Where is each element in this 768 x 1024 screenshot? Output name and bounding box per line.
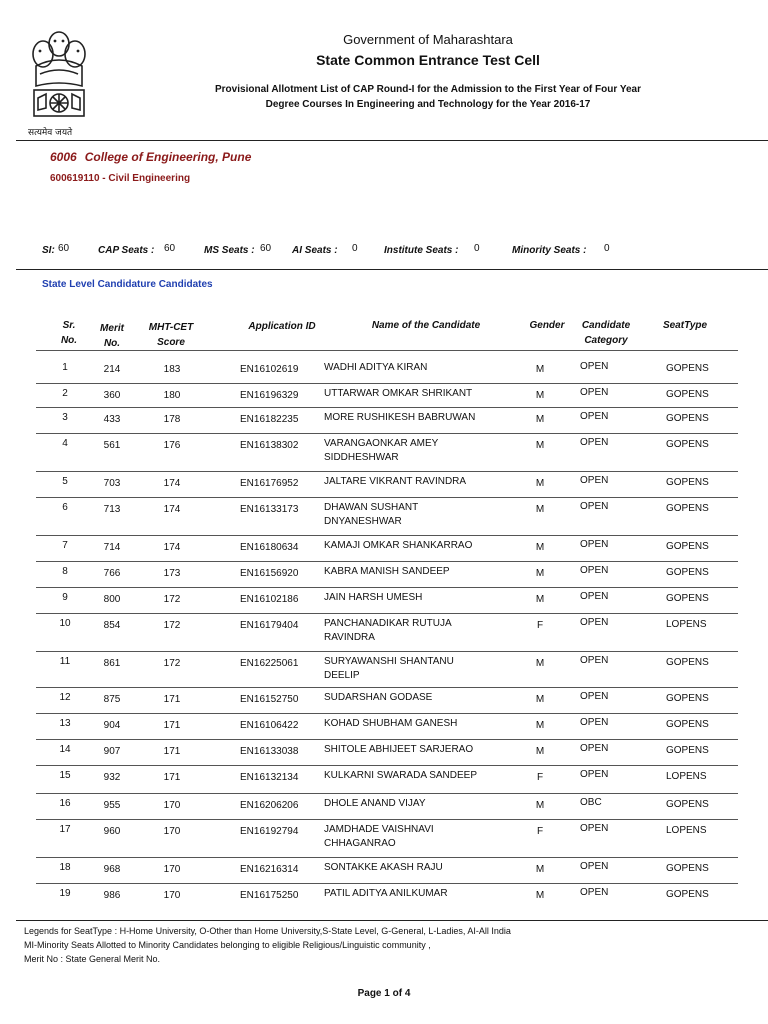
row-divider [36,587,738,588]
cell-app: EN16102186 [240,594,299,605]
cell-seat: GOPENS [666,889,709,900]
cell-sr: 12 [59,692,71,703]
row-divider [36,739,738,740]
cell-name2: DNYANESHWAR [324,516,402,527]
cell-merit: 360 [103,390,121,401]
cell-merit: 433 [103,414,121,425]
cell-app: EN16156920 [240,568,299,579]
col-header-sr-line1: Sr. [62,320,76,331]
cell-app: EN16133038 [240,746,299,757]
cell-name1: KOHAD SHUBHAM GANESH [324,718,458,729]
cell-cat: OPEN [580,591,609,602]
cell-sr: 17 [59,824,71,835]
cell-sr: 2 [62,388,68,399]
cell-score: 174 [163,478,181,489]
cell-cat: OPEN [580,361,609,372]
cell-sr: 5 [62,476,68,487]
header-divider [16,140,768,141]
row-divider [36,433,738,434]
seats-divider [16,269,768,270]
cell-app: EN16138302 [240,440,299,451]
footer-divider [16,920,768,921]
cell-score: 180 [163,390,181,401]
cell-gender: F [536,826,544,837]
cell-cat: OPEN [580,437,609,448]
cell-name1: PATIL ADITYA ANILKUMAR [324,888,448,899]
cell-app: EN16225061 [240,658,299,669]
cell-seat: GOPENS [666,389,709,400]
cell-sr: 16 [59,798,71,809]
cell-gender: M [535,542,545,553]
cell-sr: 9 [62,592,68,603]
cell-name2: CHHAGANRAO [324,838,396,849]
cell-name1: UTTARWAR OMKAR SHRIKANT [324,388,473,399]
cell-cat: OPEN [580,501,609,512]
cell-seat: GOPENS [666,693,709,704]
cell-sr: 4 [62,438,68,449]
cell-merit: 214 [103,364,121,375]
cell-gender: M [535,594,545,605]
cell-merit: 861 [103,658,121,669]
cell-app: EN16133173 [240,504,299,515]
cell-sr: 18 [59,862,71,873]
list-title-line-1: Provisional Allotment List of CAP Round-I for the Admission to the First Year of Four Year [215,84,641,95]
row-divider [36,857,738,858]
college-name: College of Engineering, Pune [84,150,252,164]
col-header-mhtcet [140,320,202,350]
row-divider [36,687,738,688]
col-header-merit-line2: No. [103,338,121,349]
government-title: Government of Maharashtara [343,32,513,47]
cell-merit: 713 [103,504,121,515]
cell-score: 170 [163,864,181,875]
seat-label-si: SI: [42,245,55,256]
cell-score: 178 [163,414,181,425]
cell-gender: M [535,390,545,401]
cell-seat: GOPENS [666,745,709,756]
cell-gender: M [535,364,545,375]
col-header-gender: Gender [529,320,565,331]
cell-sr: 7 [62,540,68,551]
cell-seat: GOPENS [666,541,709,552]
cell-merit: 932 [103,772,121,783]
cell-name2: SIDDHESHWAR [324,452,399,463]
cell-name1: SUDARSHAN GODASE [324,692,433,703]
cell-app: EN16176952 [240,478,299,489]
cell-name1: SURYAWANSHI SHANTANU [324,656,454,667]
cell-merit: 800 [103,594,121,605]
seat-label-ms: MS Seats : [204,245,255,256]
cell-cat: OPEN [580,887,609,898]
cell-cat: OPEN [580,565,609,576]
cell-score: 172 [163,620,181,631]
seat-value-minority: 0 [604,243,610,254]
section-title: State Level Candidature Candidates [42,279,213,290]
col-header-mhtcet-line1: MHT-CET [148,322,194,333]
cell-merit: 854 [103,620,121,631]
col-header-merit-line1: Merit [100,323,124,334]
cell-title: State Common Entrance Test Cell [316,52,540,68]
cell-gender: F [536,772,544,783]
cell-name1: KULKARNI SWARADA SANDEEP [324,770,478,781]
cell-seat: GOPENS [666,657,709,668]
cell-gender: M [535,414,545,425]
cell-name1: JAMDHADE VAISHNAVI [324,824,434,835]
seat-label-institute: Institute Seats : [384,245,459,256]
cell-merit: 907 [103,746,121,757]
cell-merit: 703 [103,478,121,489]
cell-gender: M [535,746,545,757]
cell-app: EN16196329 [240,390,299,401]
cell-cat: OPEN [580,475,609,486]
row-divider [36,407,738,408]
emblem-motto: सत्यमेव जयते [28,128,73,138]
cell-merit: 714 [103,542,121,553]
cell-seat: GOPENS [666,593,709,604]
cell-name1: VARANGAONKAR AMEY [324,438,439,449]
seat-value-cap: 60 [164,243,176,254]
cell-app: EN16106422 [240,720,299,731]
cell-sr: 10 [59,618,71,629]
cell-name1: JALTARE VIKRANT RAVINDRA [324,476,467,487]
cell-gender: M [535,504,545,515]
cell-gender: M [535,694,545,705]
cell-seat: LOPENS [666,825,707,836]
cell-score: 172 [163,658,181,669]
cell-name1: KABRA MANISH SANDEEP [324,566,450,577]
seat-value-si: 60 [58,243,70,254]
col-header-category [572,318,640,348]
cell-merit: 968 [103,864,121,875]
row-divider [36,535,738,536]
seat-value-ms: 60 [260,243,272,254]
cell-seat: LOPENS [666,619,707,630]
row-divider [36,713,738,714]
cell-score: 176 [163,440,181,451]
cell-cat: OPEN [580,691,609,702]
cell-app: EN16152750 [240,694,299,705]
cell-merit: 986 [103,890,121,901]
seat-label-cap: CAP Seats : [98,245,155,256]
cell-name1: MORE RUSHIKESH BABRUWAN [324,412,476,423]
cell-app: EN16206206 [240,800,299,811]
seat-label-ai: AI Seats : [292,245,338,256]
cell-score: 170 [163,890,181,901]
col-header-mhtcet-line2: Score [157,337,185,348]
cell-name1: DHAWAN SUSHANT [324,502,419,513]
row-divider [36,497,738,498]
cell-app: EN16216314 [240,864,299,875]
cell-name1: DHOLE ANAND VIJAY [324,798,426,809]
cell-sr: 11 [59,656,71,667]
cell-cat: OPEN [580,411,609,422]
cell-seat: GOPENS [666,863,709,874]
col-header-category-line2: Category [584,335,628,346]
row-divider [36,471,738,472]
cell-seat: LOPENS [666,771,707,782]
cell-seat: GOPENS [666,799,709,810]
row-divider [36,383,738,384]
cell-gender: M [535,890,545,901]
col-header-sr [52,318,86,348]
row-divider [36,793,738,794]
cell-gender: M [535,568,545,579]
row-divider [36,651,738,652]
seat-value-ai: 0 [352,243,358,254]
cell-seat: GOPENS [666,503,709,514]
col-header-sr-line2: No. [60,335,78,346]
col-header-seattype: SeatType [662,320,708,331]
legend-line-2: MI-Minority Seats Allotted to Minority Candidates belonging to eligible Religious/Linguistic community , [24,940,431,950]
cell-merit: 960 [103,826,121,837]
col-header-merit [92,321,132,351]
cell-cat: OPEN [580,387,609,398]
cell-gender: F [536,620,544,631]
row-divider [36,819,738,820]
cell-cat: OPEN [580,539,609,550]
page-number: Page 1 of 4 [357,988,411,999]
cell-sr: 19 [59,888,71,899]
cell-sr: 6 [62,502,68,513]
col-header-category-line1: Candidate [581,320,631,331]
cell-merit: 904 [103,720,121,731]
cell-name1: KAMAJI OMKAR SHANKARRAO [324,540,473,551]
cell-cat: OPEN [580,861,609,872]
cell-score: 170 [163,800,181,811]
cell-score: 170 [163,826,181,837]
cell-gender: M [535,440,545,451]
cell-sr: 13 [59,718,71,729]
cell-cat: OPEN [580,769,609,780]
cell-app: EN16102619 [240,364,299,375]
cell-name1: SHITOLE ABHIJEET SARJERAO [324,744,474,755]
cell-gender: M [535,658,545,669]
legend-line-3: Merit No : State General Merit No. [24,954,161,964]
college-heading [50,150,251,164]
table-header-divider [36,350,738,351]
cell-seat: GOPENS [666,719,709,730]
cell-gender: M [535,864,545,875]
cell-cat: OPEN [580,617,609,628]
cell-gender: M [535,800,545,811]
seat-value-institute: 0 [474,243,480,254]
cell-seat: GOPENS [666,363,709,374]
cell-score: 173 [163,568,181,579]
branch-heading: 600619110 - Civil Engineering [50,173,191,184]
row-divider [36,765,738,766]
seat-label-minority: Minority Seats : [512,245,587,256]
cell-sr: 14 [59,744,71,755]
cell-app: EN16192794 [240,826,299,837]
cell-seat: GOPENS [666,413,709,424]
cell-merit: 875 [103,694,121,705]
cell-seat: GOPENS [666,567,709,578]
row-divider [36,883,738,884]
cell-sr: 3 [62,412,68,423]
cell-sr: 1 [62,362,68,373]
col-header-candidate-name: Name of the Candidate [371,320,481,331]
cell-merit: 766 [103,568,121,579]
cell-cat: OBC [580,797,602,808]
cell-seat: GOPENS [666,439,709,450]
cell-sr: 8 [62,566,68,577]
cell-name1: WADHI ADITYA KIRAN [324,362,428,373]
cell-merit: 561 [103,440,121,451]
college-code: 6006 [50,150,77,164]
list-title-line-2: Degree Courses In Engineering and Technology for the Year 2016-17 [265,99,591,110]
cell-score: 171 [163,746,181,757]
cell-cat: OPEN [580,823,609,834]
cell-cat: OPEN [580,655,609,666]
cell-name1: JAIN HARSH UMESH [324,592,423,603]
cell-score: 174 [163,542,181,553]
legend-line-1: Legends for SeatType : H-Home University, O-Other than Home University,S-State Level, G-General, L-Ladies, AI-All India [24,926,511,936]
cell-name2: DEELIP [324,670,360,681]
cell-score: 172 [163,594,181,605]
cell-cat: OPEN [580,743,609,754]
cell-score: 174 [163,504,181,515]
cell-score: 171 [163,772,181,783]
cell-cat: OPEN [580,717,609,728]
cell-app: EN16175250 [240,890,299,901]
cell-score: 171 [163,720,181,731]
row-divider [36,613,738,614]
cell-app: EN16132134 [240,772,299,783]
cell-app: EN16182235 [240,414,299,425]
cell-merit: 955 [103,800,121,811]
cell-app: EN16180634 [240,542,299,553]
cell-seat: GOPENS [666,477,709,488]
cell-score: 183 [163,364,181,375]
cell-name1: PANCHANADIKAR RUTUJA [324,618,452,629]
row-divider [36,561,738,562]
cell-gender: M [535,478,545,489]
cell-name2: RAVINDRA [324,632,375,643]
cell-name1: SONTAKKE AKASH RAJU [324,862,443,873]
col-header-application-id: Application ID [248,321,316,332]
cell-app: EN16179404 [240,620,299,631]
cell-sr: 15 [59,770,71,781]
cell-score: 171 [163,694,181,705]
cell-gender: M [535,720,545,731]
